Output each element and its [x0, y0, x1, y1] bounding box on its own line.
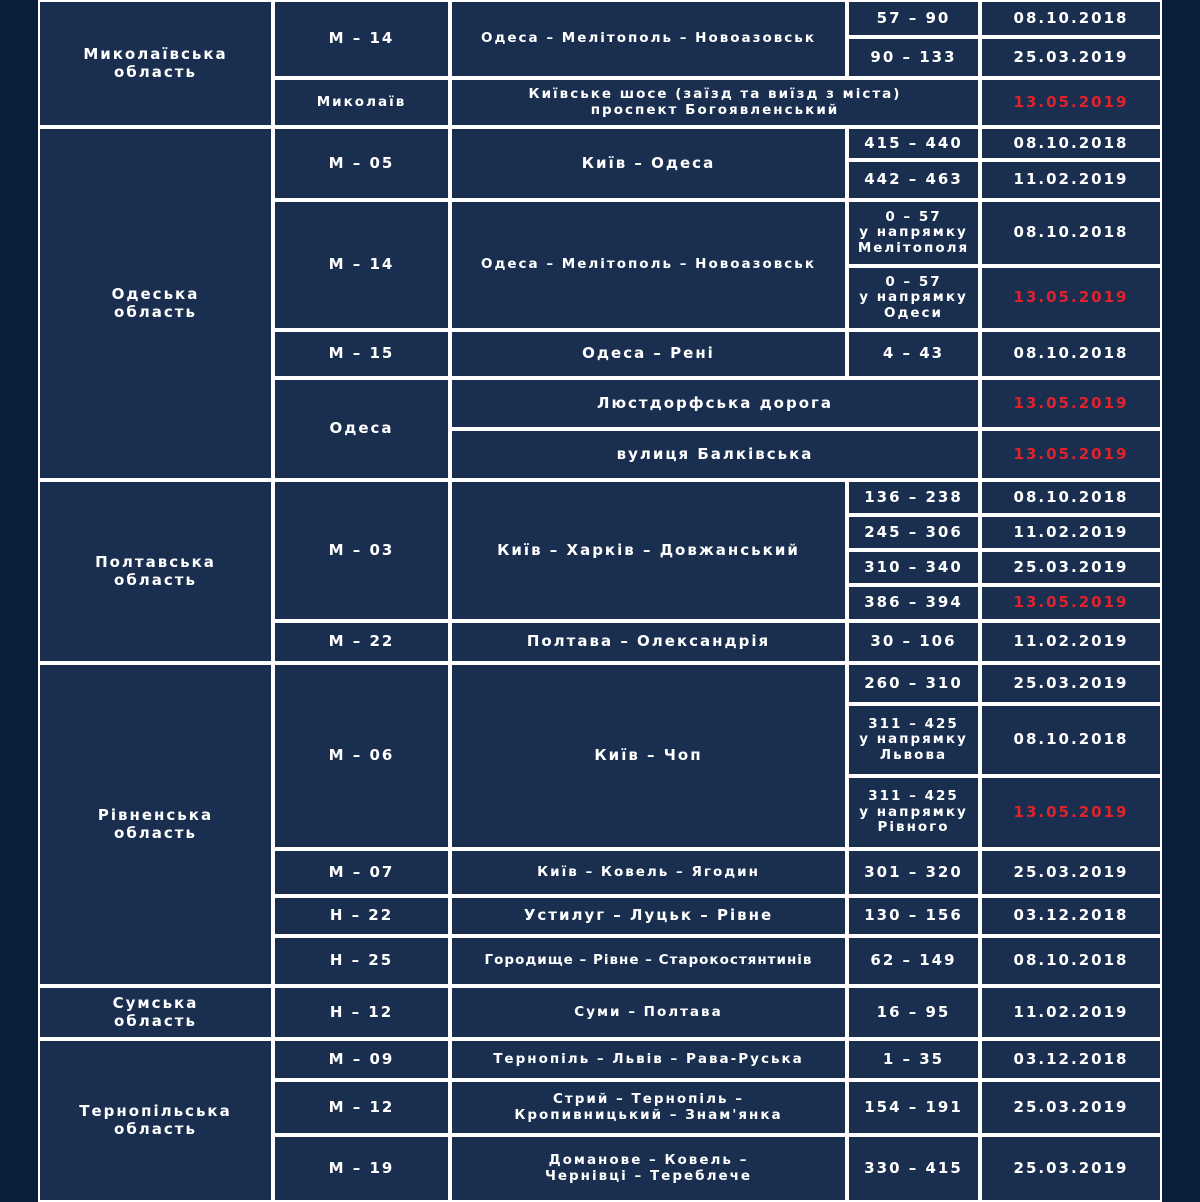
- road-cell: Н – 25: [273, 936, 450, 986]
- date-cell: 11.02.2019: [980, 160, 1162, 200]
- road-cell: М – 06: [273, 663, 450, 849]
- road-cell: М – 22: [273, 621, 450, 663]
- km-cell: 386 – 394: [847, 585, 980, 621]
- km-cell: 136 – 238: [847, 480, 980, 515]
- date-cell: 13.05.2019: [980, 378, 1162, 429]
- date-cell: 03.12.2018: [980, 896, 1162, 936]
- road-cell: М – 14: [273, 200, 450, 330]
- road-cell: М – 03: [273, 480, 450, 621]
- date-cell: 25.03.2019: [980, 1080, 1162, 1135]
- route-cell: Київ – Одеса: [450, 127, 847, 200]
- street-cell: вулиця Балківська: [450, 429, 980, 480]
- road-cell: М – 12: [273, 1080, 450, 1135]
- route-cell: Київ – Харків – Довжанський: [450, 480, 847, 621]
- km-cell: 0 – 57 у напрямку Мелітополя: [847, 200, 980, 266]
- road-cell: М – 15: [273, 330, 450, 378]
- km-cell: 16 – 95: [847, 986, 980, 1039]
- route-cell: Тернопіль – Львів – Рава-Руська: [450, 1039, 847, 1080]
- km-cell: 260 – 310: [847, 663, 980, 704]
- km-cell: 245 – 306: [847, 515, 980, 550]
- road-cell: М – 19: [273, 1135, 450, 1202]
- region-cell: Рівненська область: [38, 663, 273, 986]
- date-cell: 25.03.2019: [980, 1135, 1162, 1202]
- km-cell: 301 – 320: [847, 849, 980, 896]
- date-cell: 13.05.2019: [980, 78, 1162, 127]
- route-cell: Городище – Рівне – Старокостянтинів: [450, 936, 847, 986]
- left-margin: [0, 0, 38, 1202]
- route-cell: Київ – Ковель – Ягодин: [450, 849, 847, 896]
- km-cell: 30 – 106: [847, 621, 980, 663]
- street-cell: Київське шосе (заїзд та виїзд з міста) проспект Богоявленський: [450, 78, 980, 127]
- km-cell: 90 – 133: [847, 37, 980, 78]
- km-cell: 154 – 191: [847, 1080, 980, 1135]
- route-cell: Устилуг – Луцьк – Рівне: [450, 896, 847, 936]
- date-cell: 08.10.2018: [980, 0, 1162, 37]
- road-cell: М – 05: [273, 127, 450, 200]
- date-cell: 13.05.2019: [980, 776, 1162, 849]
- region-cell: Сумська область: [38, 986, 273, 1039]
- date-cell: 08.10.2018: [980, 330, 1162, 378]
- date-cell: 11.02.2019: [980, 515, 1162, 550]
- date-cell: 25.03.2019: [980, 37, 1162, 78]
- km-cell: 311 – 425 у напрямку Рівного: [847, 776, 980, 849]
- city-cell: Миколаїв: [273, 78, 450, 127]
- km-cell: 62 – 149: [847, 936, 980, 986]
- km-cell: 0 – 57 у напрямку Одеси: [847, 266, 980, 330]
- date-cell: 13.05.2019: [980, 429, 1162, 480]
- date-cell: 11.02.2019: [980, 986, 1162, 1039]
- date-cell: 13.05.2019: [980, 585, 1162, 621]
- date-cell: 08.10.2018: [980, 127, 1162, 160]
- date-cell: 25.03.2019: [980, 550, 1162, 585]
- route-cell: Стрий – Тернопіль – Кропивницький – Знам'янка: [450, 1080, 847, 1135]
- route-cell: Одеса – Рені: [450, 330, 847, 378]
- route-cell: Київ – Чоп: [450, 663, 847, 849]
- km-cell: 330 – 415: [847, 1135, 980, 1202]
- road-cell: М – 09: [273, 1039, 450, 1080]
- date-cell: 13.05.2019: [980, 266, 1162, 330]
- region-cell: Миколаївська область: [38, 0, 273, 127]
- km-cell: 311 – 425 у напрямку Львова: [847, 704, 980, 776]
- road-cell: Н – 22: [273, 896, 450, 936]
- region-cell: Полтавська область: [38, 480, 273, 663]
- km-cell: 1 – 35: [847, 1039, 980, 1080]
- route-cell: Одеса – Мелітополь – Новоазовськ: [450, 200, 847, 330]
- date-cell: 25.03.2019: [980, 849, 1162, 896]
- km-cell: 4 – 43: [847, 330, 980, 378]
- region-cell: Одеська область: [38, 127, 273, 480]
- city-cell: Одеса: [273, 378, 450, 480]
- street-cell: Люстдорфська дорога: [450, 378, 980, 429]
- date-cell: 08.10.2018: [980, 936, 1162, 986]
- route-cell: Полтава – Олександрія: [450, 621, 847, 663]
- km-cell: 130 – 156: [847, 896, 980, 936]
- road-cell: М – 07: [273, 849, 450, 896]
- route-cell: Суми – Полтава: [450, 986, 847, 1039]
- km-cell: 415 – 440: [847, 127, 980, 160]
- date-cell: 08.10.2018: [980, 480, 1162, 515]
- km-cell: 57 – 90: [847, 0, 980, 37]
- right-margin: [1162, 0, 1200, 1202]
- route-cell: Доманове – Ковель – Чернівці – Тереблече: [450, 1135, 847, 1202]
- date-cell: 03.12.2018: [980, 1039, 1162, 1080]
- date-cell: 08.10.2018: [980, 200, 1162, 266]
- road-cell: М – 14: [273, 0, 450, 78]
- road-cell: Н – 12: [273, 986, 450, 1039]
- date-cell: 25.03.2019: [980, 663, 1162, 704]
- route-cell: Одеса – Мелітополь – Новоазовськ: [450, 0, 847, 78]
- region-cell: Тернопільська область: [38, 1039, 273, 1202]
- km-cell: 442 – 463: [847, 160, 980, 200]
- km-cell: 310 – 340: [847, 550, 980, 585]
- date-cell: 08.10.2018: [980, 704, 1162, 776]
- date-cell: 11.02.2019: [980, 621, 1162, 663]
